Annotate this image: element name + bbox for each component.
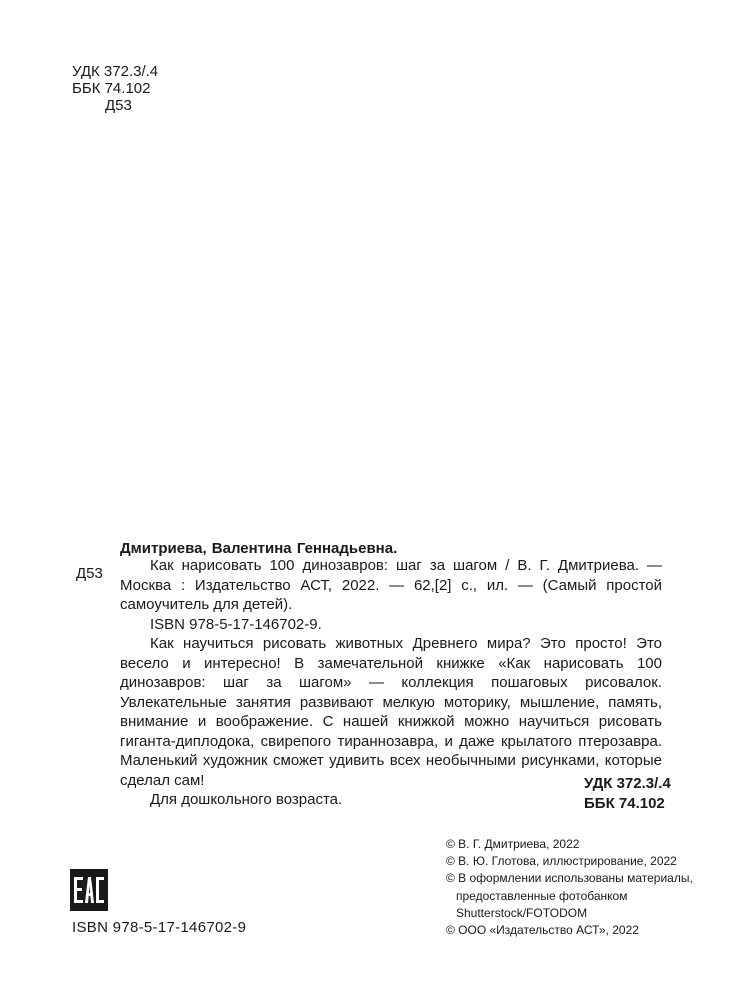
bbk-code-bottom: ББК 74.102	[584, 795, 665, 812]
catalog-author-mark: Д53	[76, 565, 103, 582]
catalog-card	[120, 556, 662, 810]
copyright-author: © В. Г. Дмитриева, 2022	[446, 837, 580, 851]
catalog-annotation: Как научиться рисовать животных Древнего мира? Это просто! Это весело и интересно! В замечательной книжке «Как нарисовать 100 динозавров: шаг за шагом» — коллекция пошаговых рисовалок. Увлекательные занятия развивают мелкую моторику, мышление, память, внимание и воображение. С нашей книжкой можно научиться рисовать гиганта-диплодока, свирепого тираннозавра, и даже крылатого птерозавра. Маленький художник сможет удивить всех необычными рисунками, которые сделал сам!	[120, 635, 662, 789]
catalog-bibliographic: Как нарисовать 100 динозавров: шаг за шагом / В. Г. Дмитриева. — Москва : Издательство АСТ, 2022. — 62,[2] с., ил. — (Самый простой самоучитель для детей).	[120, 557, 662, 613]
udk-code: УДК 372.3/.4	[72, 63, 159, 80]
catalog-author: Дмитриева, Валентина Геннадьевна.	[120, 540, 398, 557]
udk-block-top	[72, 63, 158, 114]
eac-certification-icon	[70, 869, 108, 911]
copyright-illustrator: © В. Ю. Глотова, иллюстрирование, 2022	[446, 854, 677, 869]
isbn-bottom: ISBN 978-5-17-146702-9	[72, 919, 247, 936]
udk-block-bottom	[584, 774, 671, 814]
copyright-block	[446, 836, 693, 939]
bbk-code: ББК 74.102	[72, 80, 151, 97]
author-mark: Д53	[105, 97, 132, 114]
udk-code-bottom: УДК 372.3/.4	[584, 775, 671, 792]
copyright-publisher: © ООО «Издательство АСТ», 2022	[446, 923, 639, 938]
catalog-isbn: ISBN 978-5-17-146702-9.	[150, 615, 322, 633]
catalog-age-rating: Для дошкольного возраста.	[150, 791, 343, 808]
copyright-materials: © В оформлении использованы материалы,	[446, 871, 693, 886]
copyright-materials-cont: предоставленные фотобанком	[456, 888, 628, 903]
copyright-photobank: Shutterstock/FOTODOM	[456, 905, 588, 920]
